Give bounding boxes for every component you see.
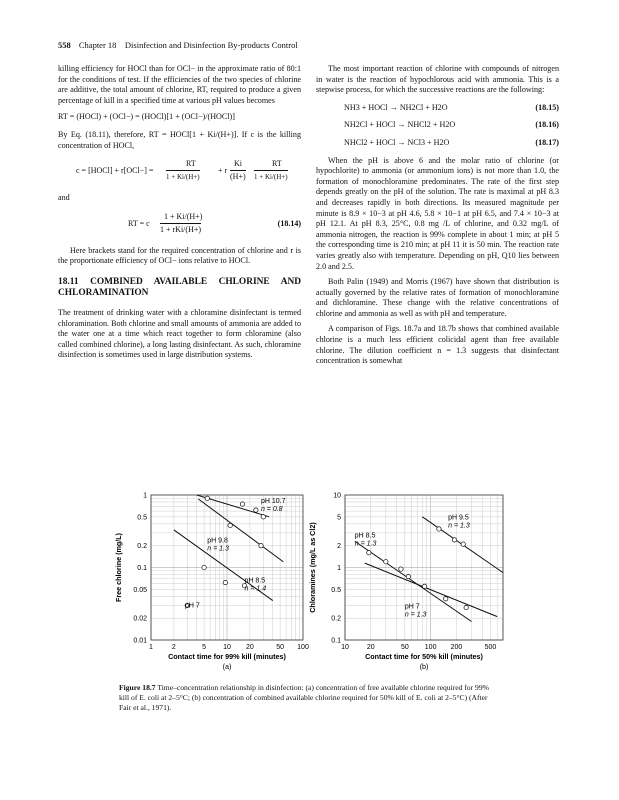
y-tick-label: 5 [337, 514, 341, 522]
data-point [399, 567, 403, 571]
data-point [461, 542, 465, 546]
series-label: pH 10.7 [260, 497, 286, 505]
data-point [254, 508, 258, 512]
series-label: pH 9.8 [207, 537, 228, 545]
data-point [202, 565, 206, 569]
right-column [316, 64, 559, 372]
page-number: 558 [58, 40, 71, 50]
caption-text: Time–concentration relationship in disinfection: (a) concentration of free available chlorine required for 99% kill of E. coli at 2–5°C; (b) concentration of combined available chlorine required for 50% kill of E. coli at 2–5°C) (After Fair et al., 1971). [119, 683, 489, 712]
x-tick-label: 100 [297, 644, 309, 651]
data-point [452, 538, 456, 542]
y-tick-label: 1 [337, 565, 341, 572]
reaction-equation: NH2Cl + HOCl → NHCl2 + H2O (18.16) [344, 120, 559, 130]
y-tick-label: 0.5 [331, 586, 341, 594]
running-header [58, 40, 298, 50]
data-point [240, 502, 244, 506]
data-point [205, 496, 209, 500]
y-axis-label: Chloramines (mg/L as Cl2) [308, 522, 317, 613]
y-tick-label: 10 [333, 492, 341, 500]
paragraph: Here brackets stand for the required concentration of chlorine and r is the proportionate efficiency of OCl− ions relative to HOCl. [58, 245, 301, 266]
eq-num: 1 + Ki/(H+) [164, 211, 203, 221]
paragraph: and [58, 193, 70, 203]
data-point [406, 574, 410, 578]
y-tick-label: 0.01 [133, 637, 147, 645]
x-axis-label: Contact time for 50% kill (minutes) [365, 652, 483, 661]
panel-label: (a) [222, 662, 232, 671]
y-tick-label: 1 [143, 492, 147, 500]
equation-killing-concentration [58, 157, 301, 185]
x-tick-label: 10 [223, 644, 231, 651]
left-column [58, 64, 301, 366]
series-line [365, 563, 498, 617]
eq-den: 1 + Ki/(H+) [166, 170, 200, 183]
eq-num: Ki [234, 159, 242, 169]
eq-lhs: c = [HOCl] + r[OCl−] = [76, 166, 154, 176]
y-tick-label: 2 [337, 543, 341, 551]
y-tick-label: 0.2 [137, 543, 147, 551]
y-tick-label: 0.05 [133, 586, 147, 594]
y-tick-label: 0.02 [133, 615, 147, 623]
y-tick-label: 0.5 [137, 514, 147, 522]
series-label: pH 8.5 [354, 532, 376, 540]
x-tick-label: 20 [245, 644, 254, 651]
series-n-label: n = 1.4 [244, 585, 267, 593]
chart-b [308, 485, 513, 680]
series-n-label: n = 1.3 [207, 545, 229, 553]
data-point [261, 515, 265, 519]
eq-den: 1 + Ki/(H+) [254, 170, 288, 183]
x-tick-label: 200 [450, 644, 463, 651]
y-tick-label: 0.2 [331, 615, 341, 623]
data-point [444, 597, 448, 601]
paragraph: The treatment of drinking water with a chloramine disinfectant is termed chloramination. Both chlorine and small amounts of ammonia are added to the water one at a time which react together to form chloramine (also called combined chlorine), a long lasting disinfectant. As such, chloramine disinfection is sometimes used in large distribution systems. [58, 307, 301, 360]
paragraph: A comparison of Figs. 18.7a and 18.7b shows that combined available chlorine is a much less efficient colicidal agent than free available chlorine. The dilution coefficient n = 1.3 suggests that disinfectant concentration is somewhat [316, 324, 559, 366]
data-point [437, 527, 441, 531]
series-label: pH 8.5 [244, 577, 266, 585]
x-tick-label: 500 [484, 644, 497, 651]
reaction-equation: NH3 + HOCl → NH2Cl + H2O (18.15) [344, 102, 559, 112]
x-tick-label: 20 [366, 644, 375, 651]
chart-a [108, 485, 313, 680]
panel-label: (b) [419, 662, 429, 671]
y-axis-label: Free chlorine (mg/L) [114, 532, 123, 603]
eq-den: 1 + rKi/(H+) [160, 224, 202, 234]
series-n-label: n = 1.3 [354, 540, 377, 548]
x-tick-label: 50 [400, 644, 409, 651]
x-tick-label: 1 [149, 644, 153, 651]
paragraph: When the pH is above 6 and the molar ratio of chlorine (or hypochlorite) to ammonia (or ammonium ions) is not more than 1.0, the formation of monochloramine predominates. The rate of the first step depends greatly on the pH of the solution. The rate is maximal at pH 8.3 and decreases rapidly in both directions. Its measured magnitude per minute is 8.9 × 10−3 at pH 4.6, 5.8 × 10−1 at pH 6.5, and 7.4 × 10−3 at pH 12.1. At pH 8.3, 25°C, 0.8 mg /L of chlorine, and 0.32 mg/L of ammonia nitrogen, the reaction is 99% complete in about 1 min; at pH 5 the corresponding time is 210 min; at pH 11 it is 50 min. The reaction rate varies greatly also with temperature. Depending on pH, Q10 lies between 2.0 and 2.5. [316, 155, 559, 271]
data-point [384, 560, 388, 564]
data-point [367, 551, 371, 555]
x-tick-label: 2 [171, 644, 176, 651]
x-tick-label: 100 [424, 644, 437, 651]
data-point [422, 584, 426, 588]
x-tick-label: 10 [341, 644, 349, 651]
series-label: pH 9.5 [448, 514, 469, 522]
series-label: pH 7 [184, 602, 200, 610]
y-tick-label: 0.1 [137, 565, 147, 572]
section-heading: 18.11 COMBINED AVAILABLE CHLORINE AND CHLORAMINATION [58, 276, 301, 299]
series-label: pH 7 [404, 603, 420, 611]
reaction-equation: NHCl2 + HOCl → NCl3 + H2O (18.17) [344, 137, 559, 147]
equation-18-14 [58, 210, 301, 238]
x-tick-label: 5 [202, 644, 207, 651]
x-axis-label: Contact time for 99% kill (minutes) [168, 652, 286, 661]
paragraph: Both Palin (1949) and Morris (1967) have shown that distribution is actually governed by the relative rates of formation of monochloramine and dichloramine. These change with the relative concentrations of chlorine and ammonia as well as with pH and temperature. [316, 277, 559, 318]
series-n-label: n = 1.3 [448, 522, 470, 530]
eq-den: (H+) [230, 172, 246, 182]
equation: RT = (HOCl) + (OCl−) = (HOCl)[1 + (OCl−)/(HOCl)] [58, 112, 235, 122]
figure-caption [119, 683, 499, 713]
data-point [228, 523, 232, 527]
series-n-label: n = 0.8 [260, 505, 283, 513]
data-point [464, 605, 468, 609]
data-point [259, 543, 263, 547]
paragraph: The most important reaction of chlorine with compounds of nitrogen in water is the reaction of hypochlorous acid with ammonia. This is a stepwise process, for which the successive reactions are the following: [316, 64, 559, 95]
running-title: Chapter 18 Disinfection and Disinfection By-products Control [78, 40, 298, 50]
eq-mid: + r [218, 166, 228, 176]
eq-num: RT [272, 159, 282, 169]
paragraph: killing efficiency for HOCl than for OCl− in the approximate ratio of 80:1 for the conditions of test. If the efficiencies of the two species of chlorine are additive, the total amount of chlorine, RT, required to produce a given percentage of kill in a specified time at various pH values becomes [58, 64, 301, 105]
equation-number: (18.14) [277, 218, 301, 228]
paragraph: By Eq. (18.11), therefore, RT = HOCl[1 + Ki/(H+)]. If c is the killing concentration of HOCl, [58, 129, 301, 150]
y-tick-label: 0.1 [331, 637, 341, 645]
data-point [223, 580, 227, 584]
eq-lhs: RT = c [128, 218, 150, 228]
caption-label: Figure 18.7 [119, 683, 156, 692]
x-tick-label: 50 [276, 644, 285, 651]
series-n-label: n = 1.3 [404, 611, 427, 619]
eq-num: RT [186, 159, 196, 169]
